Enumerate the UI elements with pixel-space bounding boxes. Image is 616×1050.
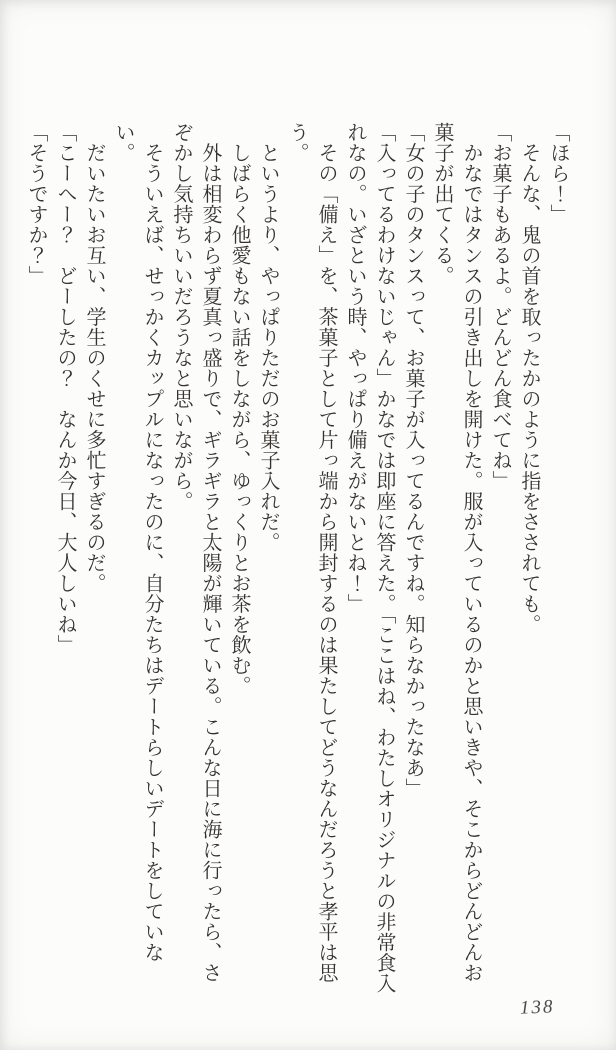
paragraph: かなではタンスの引き出しを開けた。服が入っているのかと思いきや、そこからどんどんお菓子が出てくる。 <box>431 122 482 983</box>
paragraph: しばらく他愛もない話をしながら、ゆっくりとお茶を飲む。 <box>228 122 250 696</box>
paragraph: その「備え」を、茶菓子として片っ端から開封するのは果たしてどうなんだろうと孝平は思う。 <box>286 122 337 983</box>
paragraph: そういえば、せっかくカップルになったのに、自分たちはデートらしいデートをしていない。 <box>112 122 163 963</box>
page-number: 138 <box>519 996 555 1019</box>
paragraph: 「ほら！」 <box>547 122 569 225</box>
paragraph: 「入ってるわけないじゃん」かなでは即座に答えた。「ここはね、わたしオリジナルの非常食入れなの。いざという時、やっぱり備えがないとね！」 <box>344 122 395 994</box>
paragraph: 「女の子のタンスって、お菓子が入ってるんですね。知らなかったなあ」 <box>402 122 424 799</box>
paragraph: 「お菓子もあるよ。どんどん食べてね」 <box>489 122 511 491</box>
paragraph: そんな、鬼の首を取ったかのように指をさされても。 <box>518 122 540 635</box>
paragraph: というより、やっぱりただのお菓子入れだ。 <box>257 122 279 553</box>
paragraph: 「そうですか？」 <box>25 122 47 286</box>
paragraph: 外は相変わらず夏真っ盛りで、ギラギラと太陽が輝いている。こんな日に海に行ったら、さぞかし気持ちいいだろうなと思いながら。 <box>170 122 221 983</box>
paragraph: だいたいお互い、学生のくせに多忙すぎるのだ。 <box>83 122 105 594</box>
body-text <box>21 122 572 1002</box>
paragraph: 「こーへー？ どーしたの？ なんか今日、大人しいね」 <box>54 122 76 655</box>
